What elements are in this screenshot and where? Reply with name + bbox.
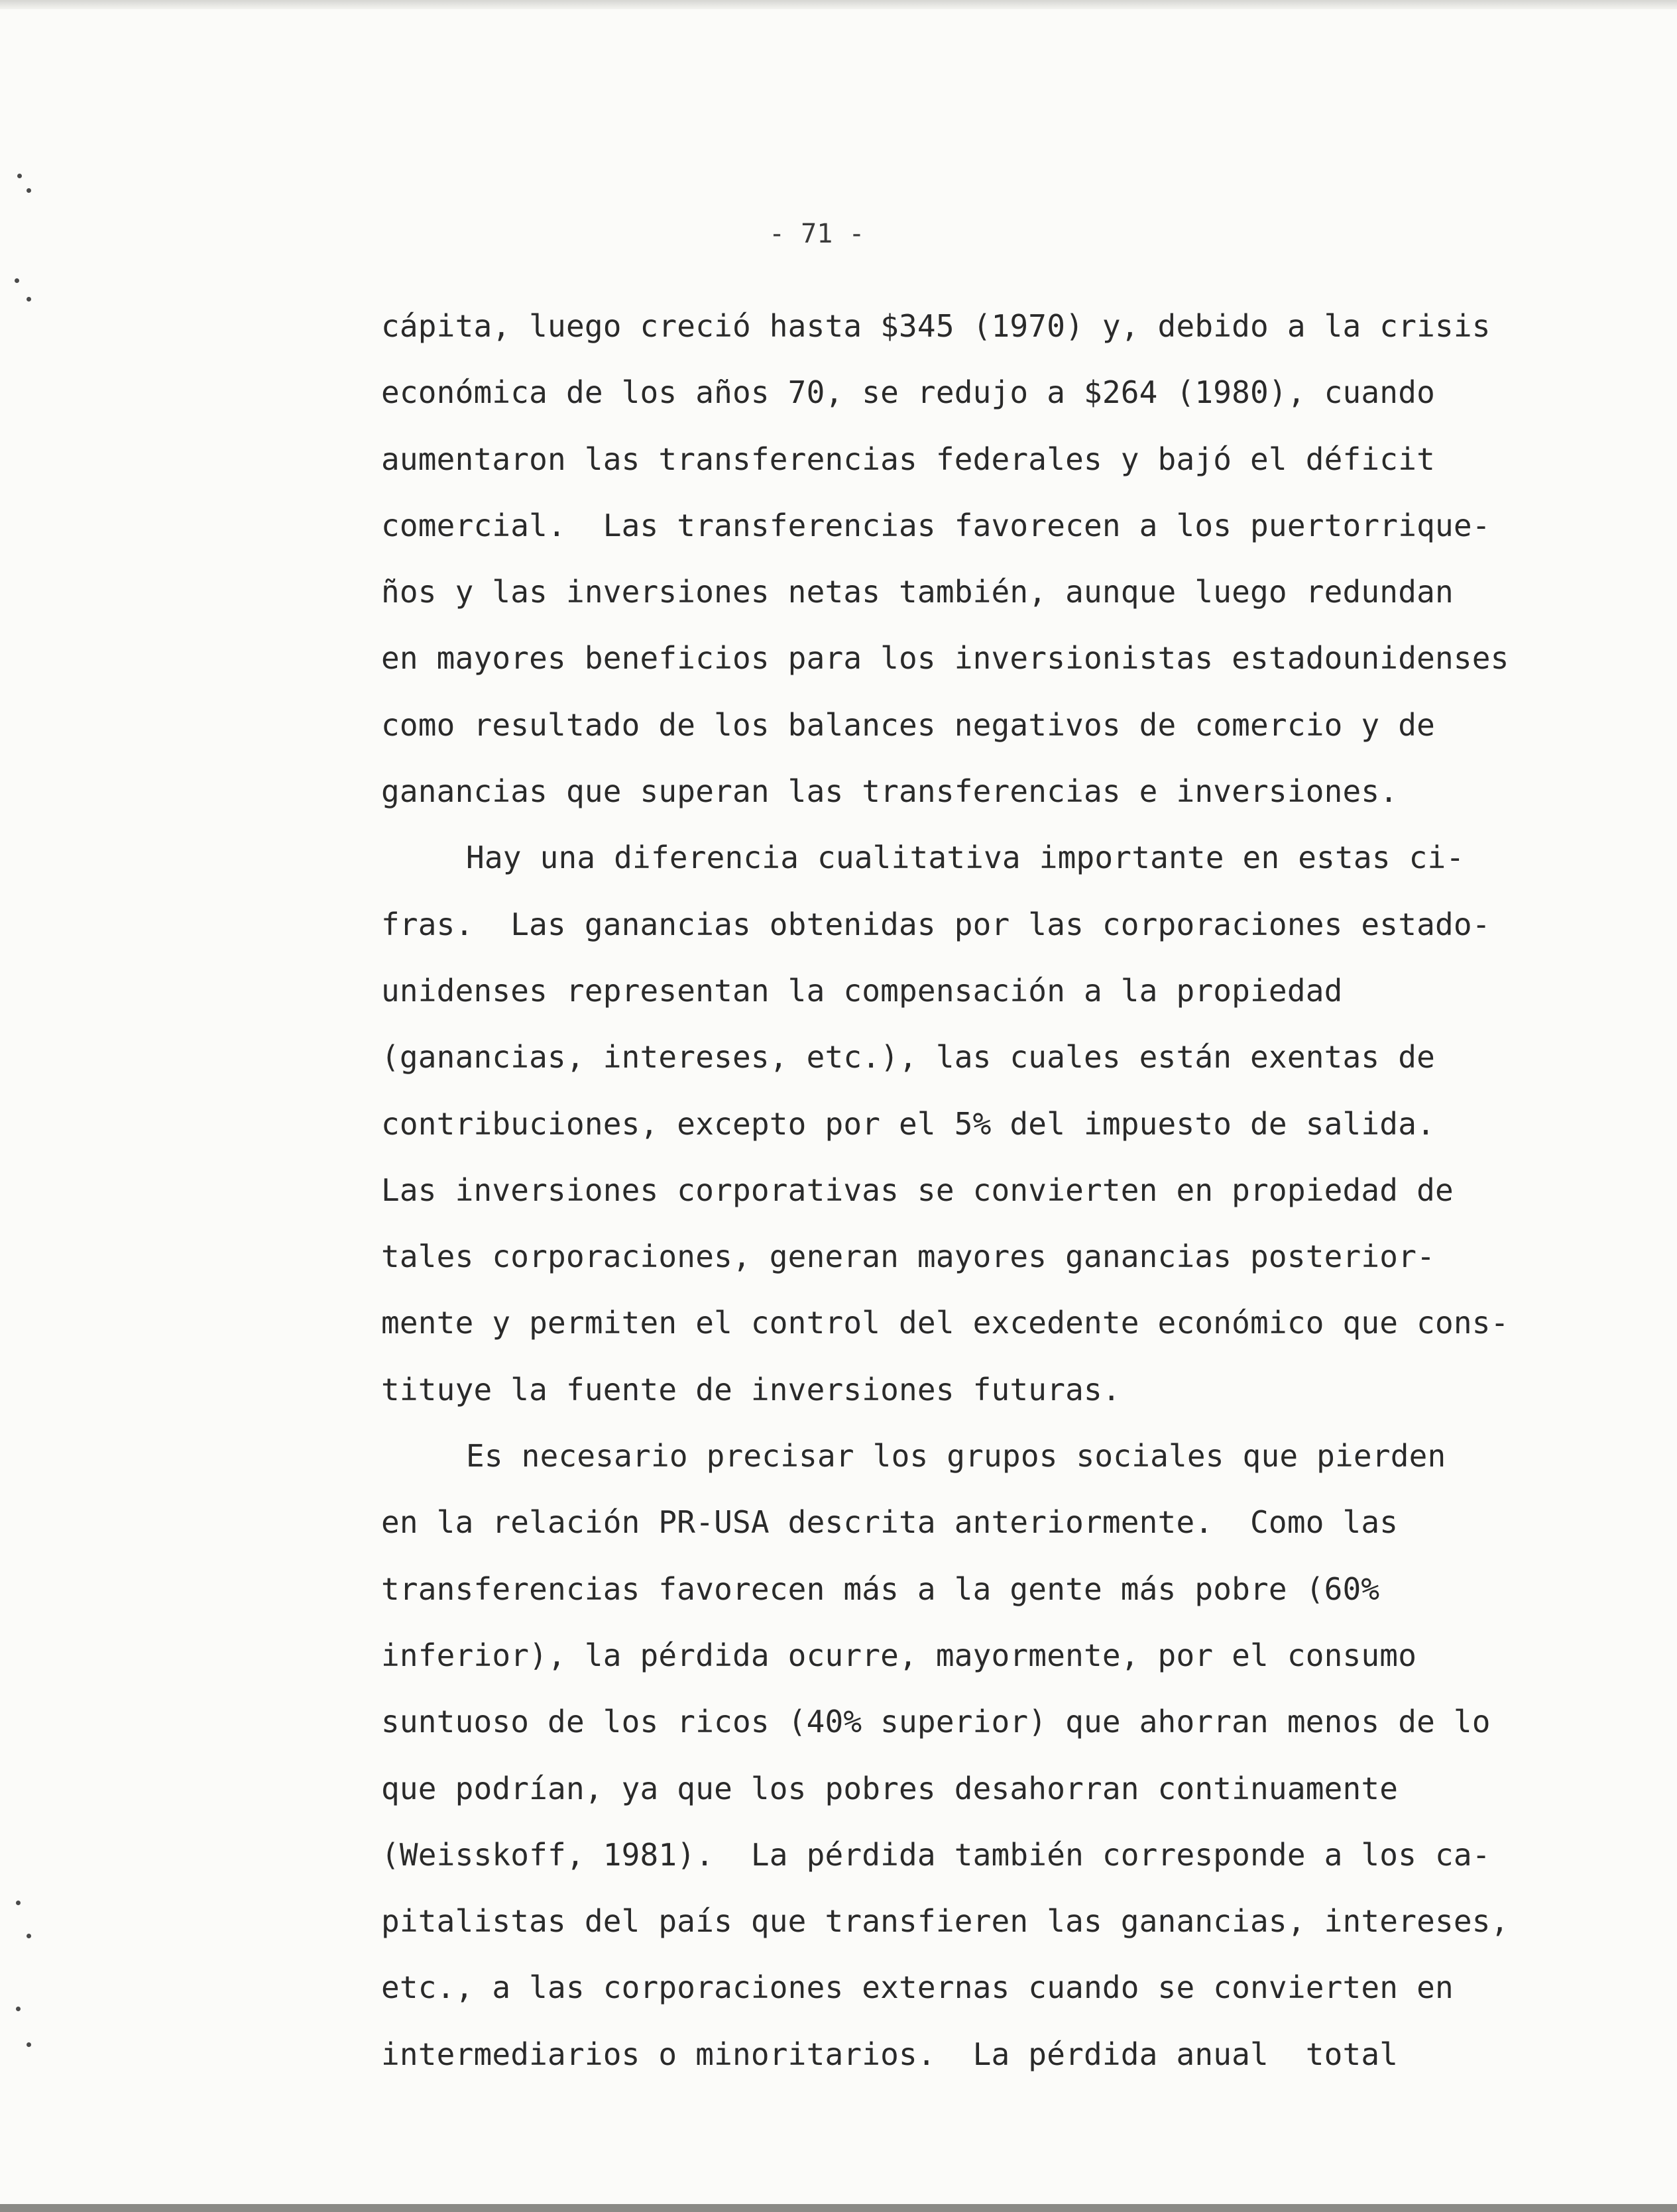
text-line: ganancias que superan las transferencias e inversiones. xyxy=(381,773,1399,810)
text-line: unidenses representan la compensación a la propiedad xyxy=(381,972,1343,1009)
text-line: etc., a las corporaciones externas cuando se convierten en xyxy=(381,1969,1454,2006)
text-line: mente y permiten el control del excedente económico que cons- xyxy=(381,1305,1509,1341)
scan-speck xyxy=(27,297,31,302)
text-line: fras. Las ganancias obtenidas por las corporaciones estado- xyxy=(381,906,1491,942)
text-line: Las inversiones corporativas se convierten en propiedad de xyxy=(381,1172,1454,1208)
text-line: (ganancias, intereses, etc.), las cuales están exentas de xyxy=(381,1039,1435,1076)
text-line: intermediarios o minoritarios. La pérdida anual total xyxy=(381,2036,1399,2072)
scan-speck xyxy=(16,1901,21,1905)
text-line: aumentaron las transferencias federales y bajó el déficit xyxy=(381,441,1435,477)
scan-speck xyxy=(17,174,22,178)
text-line: económica de los años 70, se redujo a $264 (1980), cuando xyxy=(381,374,1435,411)
text-line: ños y las inversiones netas también, aunque luego redundan xyxy=(381,574,1454,610)
text-line: como resultado de los balances negativos de comercio y de xyxy=(381,706,1435,743)
scan-speck xyxy=(27,188,31,193)
scan-speck xyxy=(15,278,19,283)
scan-speck xyxy=(16,2007,21,2011)
text-line: suntuoso de los ricos (40% superior) que ahorran menos de lo xyxy=(381,1704,1491,1740)
scan-speck xyxy=(27,2042,31,2047)
scan-top-edge xyxy=(0,0,1677,9)
text-line: (Weisskoff, 1981). La pérdida también corresponde a los ca- xyxy=(381,1836,1491,1873)
text-line: tituye la fuente de inversiones futuras. xyxy=(381,1371,1121,1408)
scan-speck xyxy=(27,1934,31,1938)
text-line: cápita, luego creció hasta $345 (1970) y, debido a la crisis xyxy=(381,308,1491,344)
text-line: Es necesario precisar los grupos sociales que pierden xyxy=(466,1438,1446,1474)
text-line: inferior), la pérdida ocurre, mayormente, por el consumo xyxy=(381,1637,1417,1673)
text-line: que podrían, ya que los pobres desahorran continuamente xyxy=(381,1770,1399,1806)
scan-bottom-edge xyxy=(0,2204,1677,2212)
text-line: en la relación PR-USA descrita anteriormente. Como las xyxy=(381,1504,1399,1541)
text-line: pitalistas del país que transfieren las ganancias, intereses, xyxy=(381,1903,1509,1940)
text-line: Hay una diferencia cualitativa importante en estas ci- xyxy=(466,840,1465,876)
text-line: comercial. Las transferencias favorecen a los puertorrique- xyxy=(381,507,1491,543)
page-number: - 71 - xyxy=(769,219,865,249)
body-text xyxy=(381,306,1508,2101)
text-line: en mayores beneficios para los inversionistas estadounidenses xyxy=(381,640,1509,677)
text-line: tales corporaciones, generan mayores ganancias posterior- xyxy=(381,1239,1435,1275)
text-line: transferencias favorecen más a la gente más pobre (60% xyxy=(381,1571,1380,1607)
text-line: contribuciones, excepto por el 5% del impuesto de salida. xyxy=(381,1105,1435,1142)
